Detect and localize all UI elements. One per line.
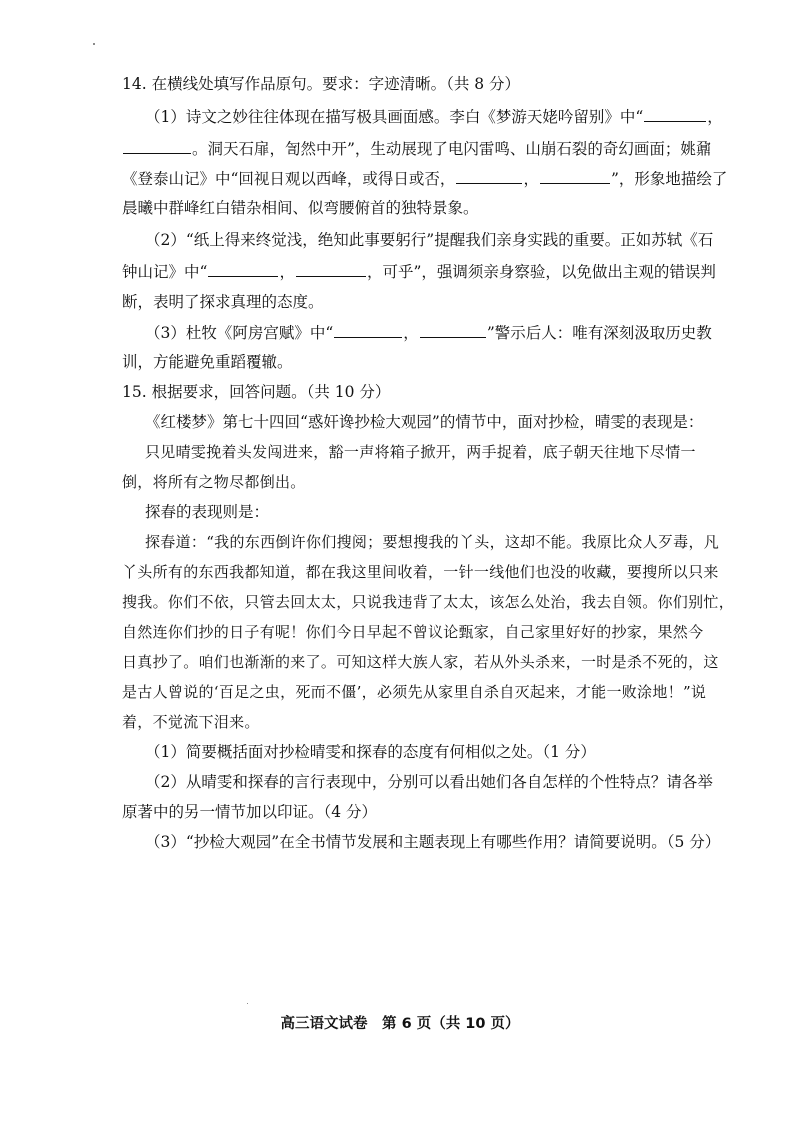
tanchun-quote-line3: 搜我。你们不依，只管去回太太，只说我违背了太太，该怎么处治，我去自领。你们别忙， [122, 593, 735, 611]
page-footer: 高三语文试卷 第 6 页（共 10 页） [280, 1016, 520, 1032]
q14-part3-text: ”警示后人：唯有深刻汲取历史教 [486, 324, 712, 342]
q14-part2-line3: 断，表明了探求真理的态度。 [122, 293, 324, 311]
tanchun-quote-line6: 是古人曾说的‘百足之虫，死而不僵’，必须先从家里自杀自灭起来，才能一败涂地！”说 [122, 683, 707, 701]
tanchun-intro: 探春的表现则是： [145, 503, 270, 521]
q14-part3-line1 [145, 322, 712, 343]
answer-blank[interactable] [208, 261, 278, 277]
q14-part2-text: ，可乎”，强调须亲身察验，以免做出主观的错误判 [366, 263, 716, 281]
q14-part1-text: ”，形象地描绘了 [610, 170, 728, 188]
q15-title: 15. 根据要求，回答问题。（共 10 分） [122, 383, 391, 401]
qingwen-quote-line1: 只见晴雯挽着头发闯进来，豁一声将箱子掀开，两手捉着，底子朝天往地下尽情一 [145, 443, 696, 461]
tanchun-quote-line2: 丫头所有的东西我都知道，都在我这里间收着，一针一线他们也没的收藏，要搜所以只来 [122, 563, 719, 581]
q14-part2-comma: ， [279, 263, 295, 281]
q14-part1-text: 。洞天石扉，訇然中开”，生动展现了电闪雷鸣、山崩石裂的奇幻画面；姚鼐 [192, 140, 712, 158]
answer-blank[interactable] [540, 168, 610, 184]
q14-part1-comma: ， [523, 170, 539, 188]
answer-blank[interactable] [334, 322, 402, 338]
qingwen-quote-line2: 倒，将所有之物尽都倒出。 [122, 473, 306, 491]
scan-speck [247, 1003, 248, 1004]
q14-part2-line1: （2）“纸上得来终觉浅，绝知此事要躬行”提醒我们亲身实践的重要。正如苏轼《石 [145, 231, 714, 249]
answer-blank[interactable] [456, 168, 522, 184]
q14-title: 14. 在横线处填写作品原句。要求：字迹清晰。（共 8 分） [122, 75, 521, 93]
q14-part1-text: （1）诗文之妙往往体现在描写极具画面感。李白《梦游天姥吟留别》中“ [145, 108, 644, 126]
scan-speck [93, 43, 95, 45]
answer-blank[interactable] [420, 322, 486, 338]
q15-sub2-line2: 原著中的另一情节加以印证。（4 分） [122, 803, 378, 821]
tanchun-quote-line4: 自然连你们抄的日子有呢！你们今日早起不曾议论甄家，自己家里好好的抄家，果然今 [122, 623, 704, 641]
tanchun-quote-line7: 着，不觉流下泪来。 [122, 713, 260, 731]
tanchun-quote-line1: 探春道：“我的东西倒许你们搜阅；要想搜我的丫头，这却不能。我原比众人歹毒，凡 [145, 533, 720, 551]
q14-part1-line3 [122, 168, 727, 189]
q15-sub3: （3）“抄检大观园”在全书情节发展和主题表现上有哪些作用？请简要说明。（5 分） [145, 833, 721, 851]
q14-part3-comma: ， [403, 324, 419, 342]
answer-blank[interactable] [644, 106, 706, 122]
q14-part2-line2 [122, 261, 716, 282]
q14-part1-line4: 晨曦中群峰红白错杂相间、似弯腰俯首的独特景象。 [122, 199, 479, 217]
q14-part3-text: （3）杜牧《阿房宫赋》中“ [145, 324, 334, 342]
q15-sub2-line1: （2）从晴雯和探春的言行表现中，分别可以看出她们各自怎样的个性特点？请各举 [145, 773, 713, 791]
q14-part1-text: 《登泰山记》中“回视日观以西峰，或得日或否， [122, 170, 456, 188]
q14-part2-text: 钟山记》中“ [122, 263, 208, 281]
q15-intro: 《红楼梦》第七十四回“惑奸谗抄检大观园”的情节中，面对抄检，晴雯的表现是： [145, 413, 704, 431]
answer-blank[interactable] [296, 261, 366, 277]
q14-part1-comma: ， [707, 108, 723, 126]
q14-part1-line1 [145, 106, 723, 127]
answer-blank[interactable] [123, 138, 191, 154]
q15-sub1: （1）简要概括面对抄检晴雯和探春的态度有何相似之处。（1 分） [145, 743, 596, 761]
q14-part1-line2 [122, 138, 711, 159]
q14-part3-line2: 训，方能避免重蹈覆辙。 [122, 353, 293, 371]
tanchun-quote-line5: 日真抄了。咱们也渐渐的来了。可知这样大族人家，若从外头杀来，一时是杀不死的，这 [122, 653, 719, 671]
